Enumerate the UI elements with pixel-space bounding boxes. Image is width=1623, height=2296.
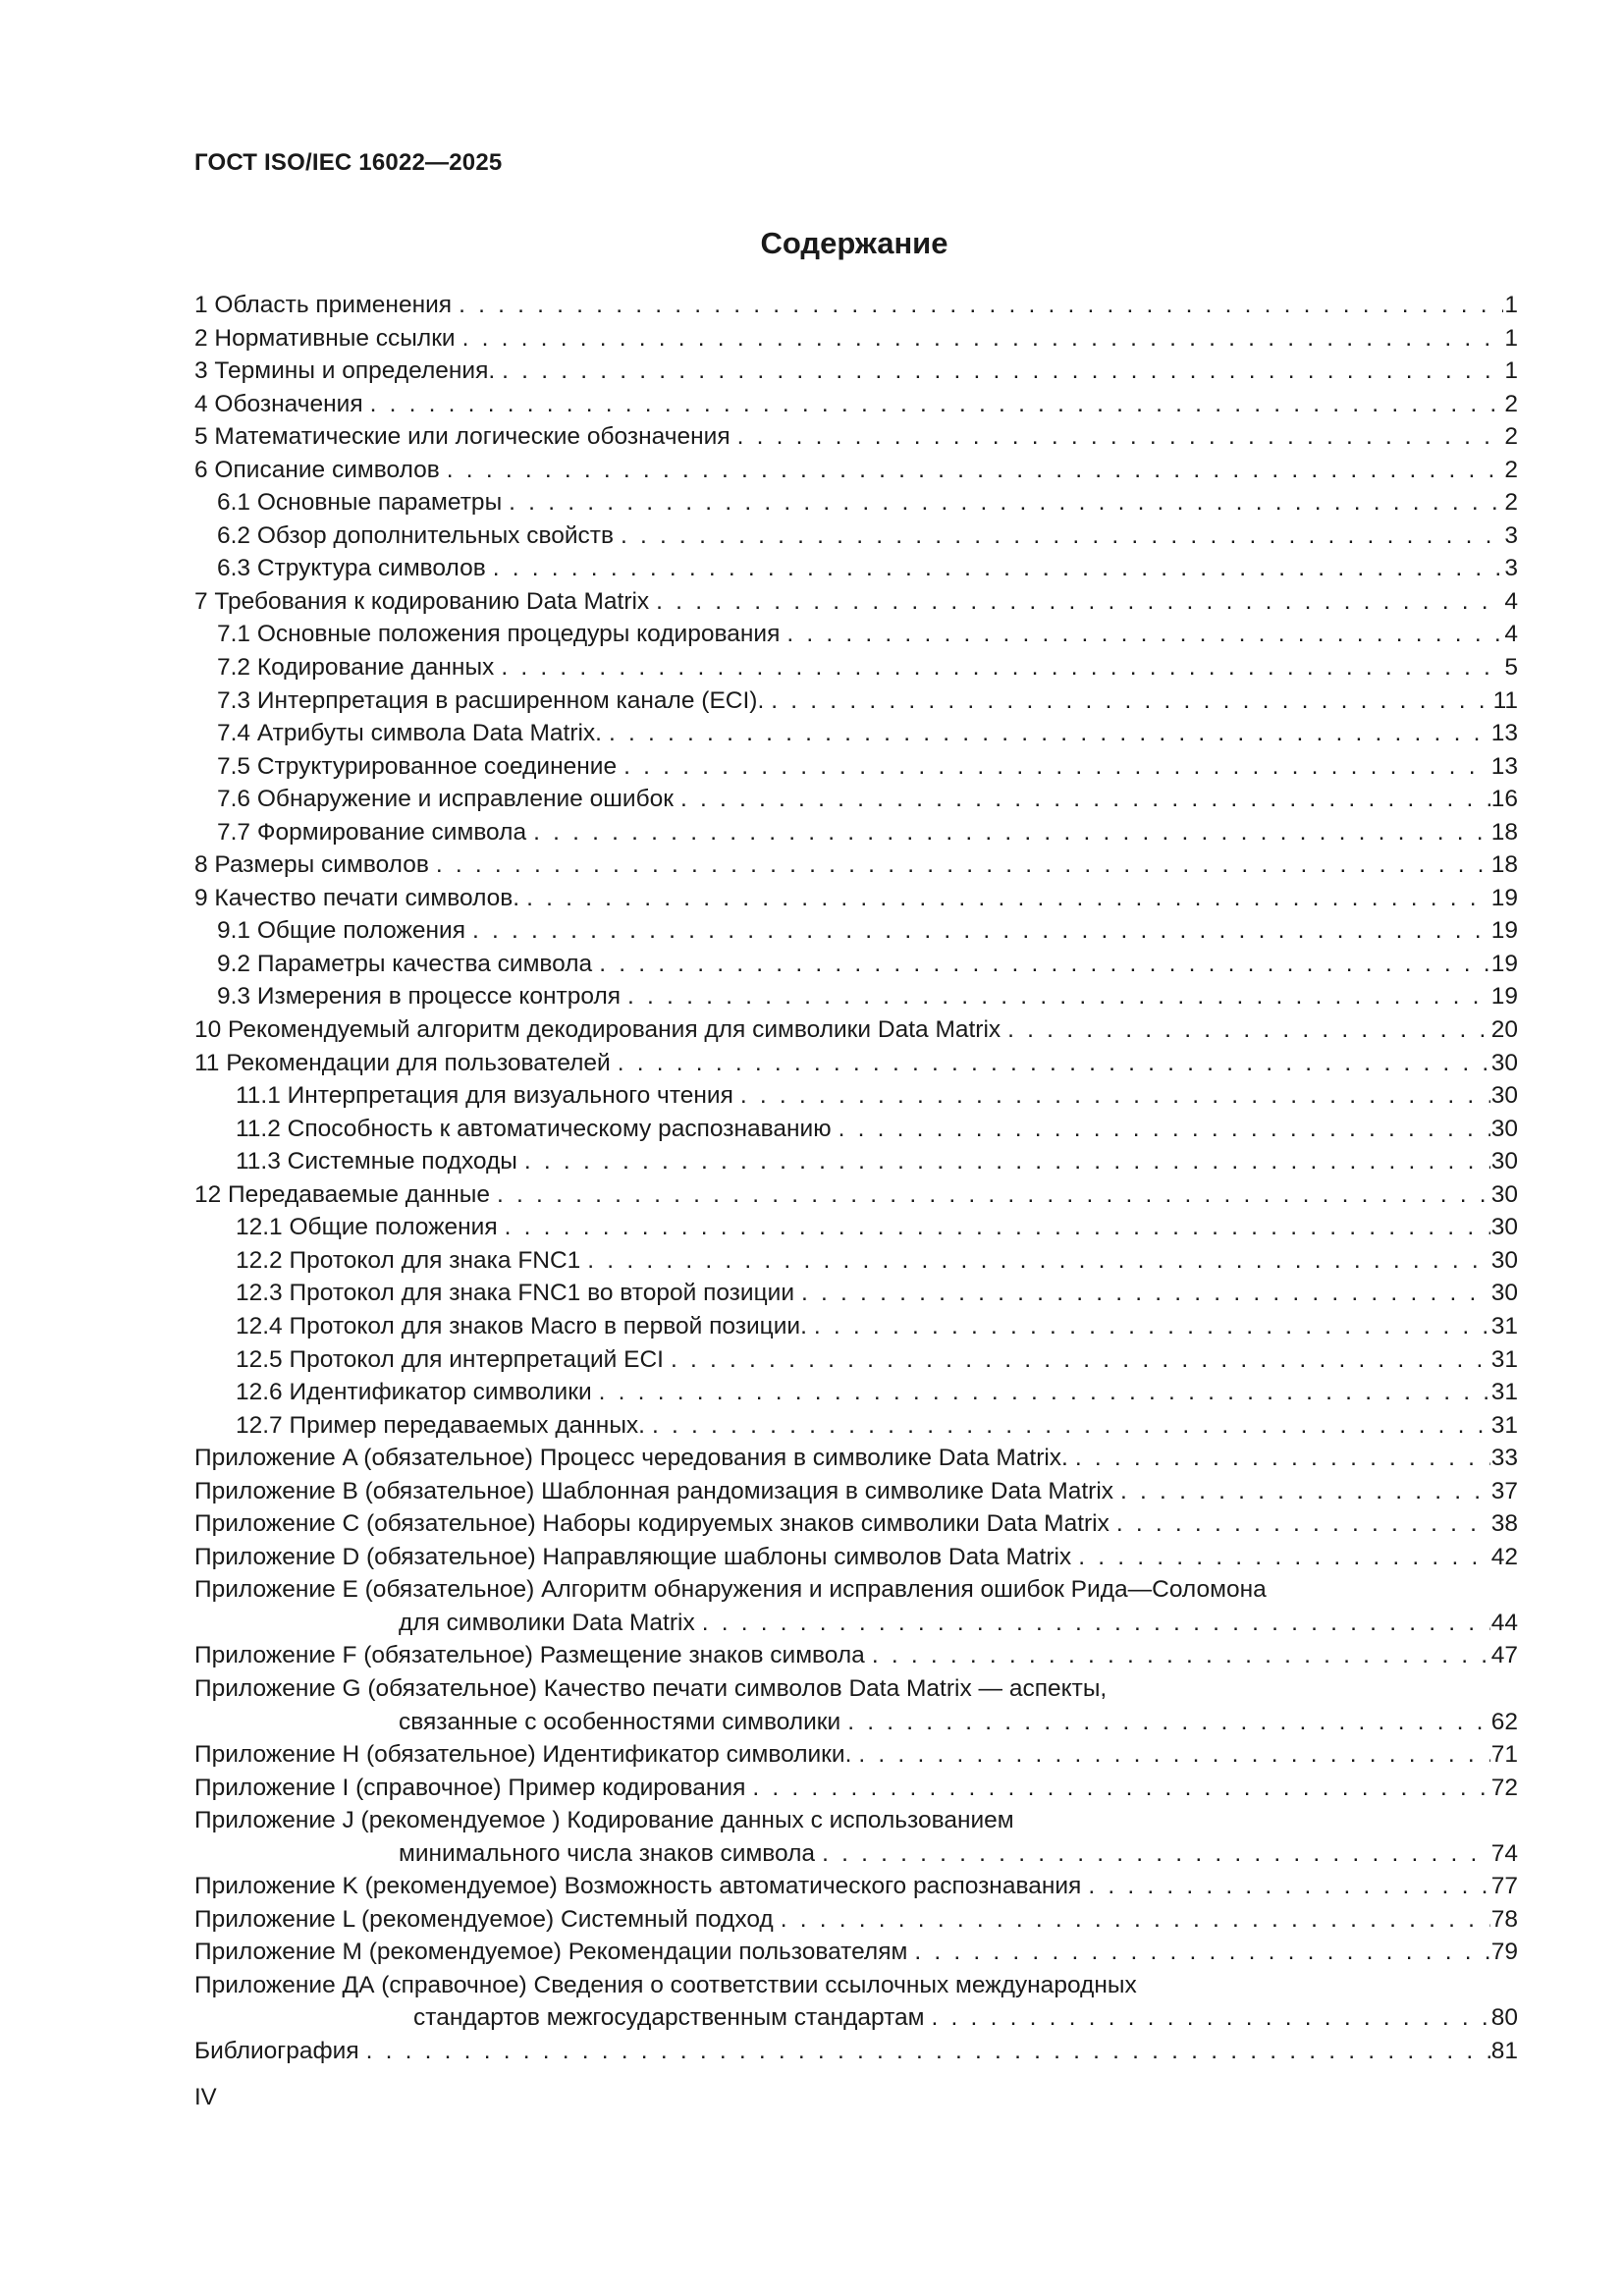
toc-entry-page: 30 xyxy=(1490,1115,1518,1142)
dot-leader xyxy=(533,816,1490,849)
toc-entry[interactable] xyxy=(194,1013,1518,1047)
dot-leader xyxy=(524,1145,1490,1178)
toc-entry-page: 31 xyxy=(1490,1312,1518,1339)
toc-entry-page: 18 xyxy=(1490,818,1518,846)
toc-entry-title: 7.2 Кодирование данных xyxy=(217,654,495,682)
dot-leader xyxy=(599,1376,1490,1409)
dot-leader xyxy=(671,1343,1490,1377)
toc-entry-title: Приложение C (обязательное) Наборы кодируемых знаков символики Data Matrix xyxy=(194,1510,1109,1538)
toc-entry-page: 30 xyxy=(1490,1082,1518,1110)
toc-entry[interactable] xyxy=(194,882,1518,915)
toc-entry-page: 31 xyxy=(1490,1411,1518,1439)
dot-leader xyxy=(814,1310,1490,1343)
toc-entry-title: Приложение ДА (справочное) Сведения о соответствии ссылочных международных xyxy=(194,1971,1137,1998)
toc-entry-title: 6 Описание символов xyxy=(194,456,440,483)
toc-entry-title: 4 Обозначения xyxy=(194,390,363,417)
toc-entry-title: Библиография xyxy=(194,2037,359,2064)
dot-leader xyxy=(447,454,1504,487)
toc-entry-page: 1 xyxy=(1504,357,1518,385)
toc-entry-page: 19 xyxy=(1490,950,1518,977)
toc-entry-page: 30 xyxy=(1490,1148,1518,1175)
toc-entry-page: 62 xyxy=(1490,1708,1518,1735)
toc-entry-title: 9.3 Измерения в процессе контроля xyxy=(217,983,622,1011)
dot-leader xyxy=(370,388,1504,421)
dot-leader xyxy=(505,1211,1490,1244)
toc-entry-page: 37 xyxy=(1490,1477,1518,1504)
dot-leader xyxy=(587,1244,1489,1278)
toc-entry[interactable] xyxy=(194,420,1518,454)
toc-entry-page: 5 xyxy=(1504,654,1518,682)
document-code-header: ГОСТ ISO/IEC 16022—2025 xyxy=(194,149,503,176)
toc-entry-page: 4 xyxy=(1504,621,1518,648)
toc-entry-page: 31 xyxy=(1490,1345,1518,1373)
toc-entry-title: стандартов межгосударственным стандартам xyxy=(413,2004,925,2032)
toc-entry[interactable] xyxy=(194,1573,1518,1607)
toc-entry[interactable] xyxy=(194,1145,1518,1178)
table-of-contents xyxy=(194,289,1518,2068)
toc-entry-page: 2 xyxy=(1504,423,1518,451)
dot-leader xyxy=(786,618,1503,651)
toc-entry[interactable] xyxy=(194,1376,1518,1409)
toc-entry-title: Приложение H (обязательное) Идентификатор символики. xyxy=(194,1741,852,1769)
toc-entry-title: 7 Требования к кодированию Data Matrix xyxy=(194,587,650,615)
dot-leader xyxy=(1075,1442,1490,1475)
toc-entry[interactable] xyxy=(194,1310,1518,1343)
toc-entry[interactable] xyxy=(194,914,1518,948)
toc-entry-title: 9.2 Параметры качества символа xyxy=(217,950,593,977)
toc-entry[interactable] xyxy=(194,1672,1518,1706)
dot-leader xyxy=(1088,1870,1489,1903)
toc-entry-page: 2 xyxy=(1504,456,1518,483)
toc-entry-page: 33 xyxy=(1490,1445,1518,1472)
toc-entry[interactable] xyxy=(194,486,1518,519)
toc-entry[interactable] xyxy=(194,1738,1518,1772)
toc-entry-page: 30 xyxy=(1490,1280,1518,1307)
toc-entry-page: 78 xyxy=(1490,1905,1518,1933)
dot-leader xyxy=(621,519,1503,553)
dot-leader xyxy=(623,750,1490,784)
toc-entry-page: 77 xyxy=(1490,1873,1518,1900)
toc-entry[interactable] xyxy=(194,1178,1518,1212)
toc-entry[interactable] xyxy=(194,1047,1518,1080)
toc-entry[interactable] xyxy=(194,1113,1518,1146)
dot-leader xyxy=(1120,1475,1490,1508)
dot-leader xyxy=(1007,1013,1490,1047)
toc-entry-title: 12.2 Протокол для знака FNC1 xyxy=(236,1246,581,1274)
toc-entry-title: 6.1 Основные параметры xyxy=(217,489,503,517)
dot-leader xyxy=(680,783,1490,816)
toc-title: Содержание xyxy=(760,226,948,260)
toc-entry-page: 19 xyxy=(1490,917,1518,945)
dot-leader xyxy=(366,2035,1490,2068)
toc-entry[interactable] xyxy=(194,1343,1518,1377)
dot-leader xyxy=(493,552,1504,585)
toc-entry-page: 13 xyxy=(1490,752,1518,780)
toc-entry[interactable] xyxy=(194,1277,1518,1310)
toc-entry[interactable] xyxy=(194,1870,1518,1903)
toc-entry-title: 11.1 Интерпретация для визуального чтения xyxy=(236,1082,733,1110)
toc-entry[interactable] xyxy=(194,552,1518,585)
toc-entry[interactable] xyxy=(194,388,1518,421)
dot-leader xyxy=(752,1772,1489,1805)
dot-leader xyxy=(599,948,1490,981)
toc-entry-page: 11 xyxy=(1492,686,1518,714)
toc-entry-title: Приложение F (обязательное) Размещение знаков символа xyxy=(194,1642,865,1669)
toc-entry-page: 2 xyxy=(1504,390,1518,417)
dot-leader xyxy=(656,585,1503,619)
toc-entry-title: 12.4 Протокол для знаков Macro в первой позиции. xyxy=(236,1312,807,1339)
toc-entry[interactable] xyxy=(194,1409,1518,1443)
toc-entry-page: 80 xyxy=(1490,2004,1518,2032)
toc-entry[interactable] xyxy=(194,750,1518,784)
toc-entry-page: 18 xyxy=(1490,851,1518,879)
toc-entry-page: 30 xyxy=(1490,1214,1518,1241)
dot-leader xyxy=(526,882,1490,915)
toc-entry-title: Приложение A (обязательное) Процесс чередования в символике Data Matrix. xyxy=(194,1445,1068,1472)
toc-entry-title: 7.1 Основные положения процедуры кодирования xyxy=(217,621,781,648)
dot-leader xyxy=(459,289,1503,322)
toc-entry-title: Приложение K (рекомендуемое) Возможность автоматического распознавания xyxy=(194,1873,1082,1900)
toc-entry[interactable] xyxy=(194,289,1518,322)
toc-entry-title: Приложение E (обязательное) Алгоритм обнаружения и исправления ошибок Рида—Соломона xyxy=(194,1576,1267,1604)
toc-entry-page: 30 xyxy=(1490,1049,1518,1076)
toc-entry[interactable] xyxy=(194,783,1518,816)
toc-entry[interactable] xyxy=(194,454,1518,487)
page-folio: IV xyxy=(194,2084,217,2110)
dot-leader xyxy=(1116,1507,1490,1541)
toc-entry[interactable] xyxy=(194,1903,1518,1937)
toc-entry-page: 30 xyxy=(1490,1246,1518,1274)
toc-entry-page: 3 xyxy=(1504,555,1518,582)
toc-entry-title: Приложение J (рекомендуемое ) Кодирование данных с использованием xyxy=(194,1807,1014,1834)
dot-leader xyxy=(740,1079,1490,1113)
toc-entry-title: 6.3 Структура символов xyxy=(217,555,486,582)
toc-entry-title: 11.2 Способность к автоматическому распознаванию xyxy=(236,1115,832,1142)
toc-entry-page: 16 xyxy=(1490,786,1518,813)
toc-entry-page: 44 xyxy=(1490,1609,1518,1636)
dot-leader xyxy=(627,980,1490,1013)
toc-entry[interactable] xyxy=(194,618,1518,651)
toc-entry-page: 19 xyxy=(1490,983,1518,1011)
toc-entry-title: 9 Качество печати символов. xyxy=(194,884,520,911)
toc-entry-title: 7.4 Атрибуты символа Data Matrix. xyxy=(217,720,602,747)
toc-entry-page: 31 xyxy=(1490,1379,1518,1406)
toc-entry-title: 12.6 Идентификатор символики xyxy=(236,1379,592,1406)
toc-entry[interactable] xyxy=(194,355,1518,388)
dot-leader xyxy=(771,684,1491,718)
toc-entry-title: 7.5 Структурированное соединение xyxy=(217,752,618,780)
toc-entry[interactable] xyxy=(194,684,1518,718)
toc-entry[interactable] xyxy=(194,1772,1518,1805)
toc-entry-page: 4 xyxy=(1504,587,1518,615)
dot-leader xyxy=(781,1903,1490,1937)
dot-leader xyxy=(497,1178,1490,1212)
toc-entry[interactable] xyxy=(194,980,1518,1013)
toc-entry[interactable] xyxy=(194,1442,1518,1475)
toc-entry[interactable] xyxy=(194,1507,1518,1541)
dot-leader xyxy=(914,1936,1489,1969)
toc-entry-page: 79 xyxy=(1490,1939,1518,1966)
toc-entry[interactable] xyxy=(194,1936,1518,1969)
dot-leader xyxy=(737,420,1504,454)
toc-entry-title: связанные с особенностями символики xyxy=(399,1708,841,1735)
toc-entry-title: 3 Термины и определения. xyxy=(194,357,496,385)
toc-entry-title: 1 Область применения xyxy=(194,292,453,318)
dot-leader xyxy=(501,651,1503,684)
toc-entry[interactable] xyxy=(194,1541,1518,1574)
toc-entry-title: Приложение D (обязательное) Направляющие шаблоны символов Data Matrix xyxy=(194,1543,1072,1570)
toc-entry-title: Приложение M (рекомендуемое) Рекомендации пользователям xyxy=(194,1939,908,1966)
toc-entry-title: 12.3 Протокол для знака FNC1 во второй позиции xyxy=(236,1280,795,1307)
toc-entry-page: 3 xyxy=(1504,521,1518,549)
toc-entry[interactable] xyxy=(194,1837,1518,1871)
dot-leader xyxy=(436,848,1490,882)
toc-entry-title: 10 Рекомендуемый алгоритм декодирования для символики Data Matrix xyxy=(194,1016,1001,1044)
toc-entry-page: 42 xyxy=(1490,1543,1518,1570)
toc-entry-title: 12.5 Протокол для интерпретаций ECI xyxy=(236,1345,664,1373)
dot-leader xyxy=(609,717,1490,750)
toc-entry-title: 11.3 Системные подходы xyxy=(236,1148,517,1175)
dot-leader xyxy=(822,1837,1490,1871)
toc-entry-title: 2 Нормативные ссылки xyxy=(194,324,456,352)
toc-entry-title: 7.7 Формирование символа xyxy=(217,818,527,846)
toc-entry[interactable] xyxy=(194,1475,1518,1508)
toc-entry-title: 7.3 Интерпретация в расширенном канале (ECI). xyxy=(217,686,765,714)
dot-leader xyxy=(472,914,1490,948)
toc-entry[interactable] xyxy=(194,322,1518,355)
toc-entry-title: 5 Математические или логические обозначения xyxy=(194,423,730,451)
toc-entry-page: 81 xyxy=(1490,2037,1518,2064)
dot-leader xyxy=(932,2001,1490,2035)
dot-leader xyxy=(509,486,1503,519)
toc-entry[interactable] xyxy=(194,1211,1518,1244)
dot-leader xyxy=(872,1639,1490,1672)
toc-entry-page: 72 xyxy=(1490,1774,1518,1801)
dot-leader xyxy=(652,1409,1490,1443)
toc-entry[interactable] xyxy=(194,1244,1518,1278)
toc-entry[interactable] xyxy=(194,1079,1518,1113)
toc-entry-title: 12.7 Пример передаваемых данных. xyxy=(236,1411,645,1439)
toc-entry-page: 20 xyxy=(1490,1016,1518,1044)
toc-entry-title: 6.2 Обзор дополнительных свойств xyxy=(217,521,615,549)
toc-entry[interactable] xyxy=(194,948,1518,981)
toc-entry-title: 11 Рекомендации для пользователей xyxy=(194,1049,611,1076)
toc-entry-page: 30 xyxy=(1490,1180,1518,1208)
dot-leader xyxy=(502,355,1503,388)
toc-entry[interactable] xyxy=(194,717,1518,750)
dot-leader xyxy=(462,322,1504,355)
dot-leader xyxy=(801,1277,1490,1310)
toc-entry[interactable] xyxy=(194,1706,1518,1739)
dot-leader xyxy=(702,1607,1490,1640)
toc-entry[interactable] xyxy=(194,1607,1518,1640)
toc-entry-title: Приложение G (обязательное) Качество печати символов Data Matrix — аспекты, xyxy=(194,1674,1108,1702)
toc-entry-title: 12 Передаваемые данные xyxy=(194,1180,491,1208)
toc-entry-title: 12.1 Общие положения xyxy=(236,1214,498,1241)
toc-entry-title: Приложение I (справочное) Пример кодирования xyxy=(194,1774,746,1801)
dot-leader xyxy=(858,1738,1489,1772)
toc-entry-page: 71 xyxy=(1490,1741,1518,1769)
toc-entry[interactable] xyxy=(194,519,1518,553)
toc-entry[interactable] xyxy=(194,1969,1518,2002)
toc-entry-page: 2 xyxy=(1504,489,1518,517)
toc-entry-page: 13 xyxy=(1490,720,1518,747)
toc-entry[interactable] xyxy=(194,1804,1518,1837)
toc-entry-title: Приложение B (обязательное) Шаблонная рандомизация в символике Data Matrix xyxy=(194,1477,1114,1504)
dot-leader xyxy=(847,1706,1490,1739)
toc-entry-title: Приложение L (рекомендуемое) Системный подход xyxy=(194,1905,774,1933)
toc-entry-title: для символики Data Matrix xyxy=(399,1609,695,1636)
toc-entry[interactable] xyxy=(194,651,1518,684)
toc-entry-page: 1 xyxy=(1504,324,1518,352)
toc-entry-page: 38 xyxy=(1490,1510,1518,1538)
toc-entry-title: 8 Размеры символов xyxy=(194,851,429,879)
toc-entry[interactable] xyxy=(194,2035,1518,2068)
dot-leader xyxy=(618,1047,1490,1080)
toc-entry[interactable] xyxy=(194,585,1518,619)
toc-entry-page: 74 xyxy=(1490,1839,1518,1867)
toc-entry-title: 9.1 Общие положения xyxy=(217,917,466,945)
dot-leader xyxy=(1078,1541,1490,1574)
toc-entry-page: 47 xyxy=(1490,1642,1518,1669)
toc-entry-title: 7.6 Обнаружение и исправление ошибок xyxy=(217,786,674,813)
toc-entry-title: минимального числа знаков символа xyxy=(399,1839,816,1867)
toc-entry[interactable] xyxy=(194,2001,1518,2035)
toc-entry-page: 19 xyxy=(1490,884,1518,911)
toc-entry[interactable] xyxy=(194,816,1518,849)
toc-entry[interactable] xyxy=(194,848,1518,882)
toc-entry-page: 1 xyxy=(1504,292,1518,318)
dot-leader xyxy=(839,1113,1490,1146)
toc-entry[interactable] xyxy=(194,1639,1518,1672)
